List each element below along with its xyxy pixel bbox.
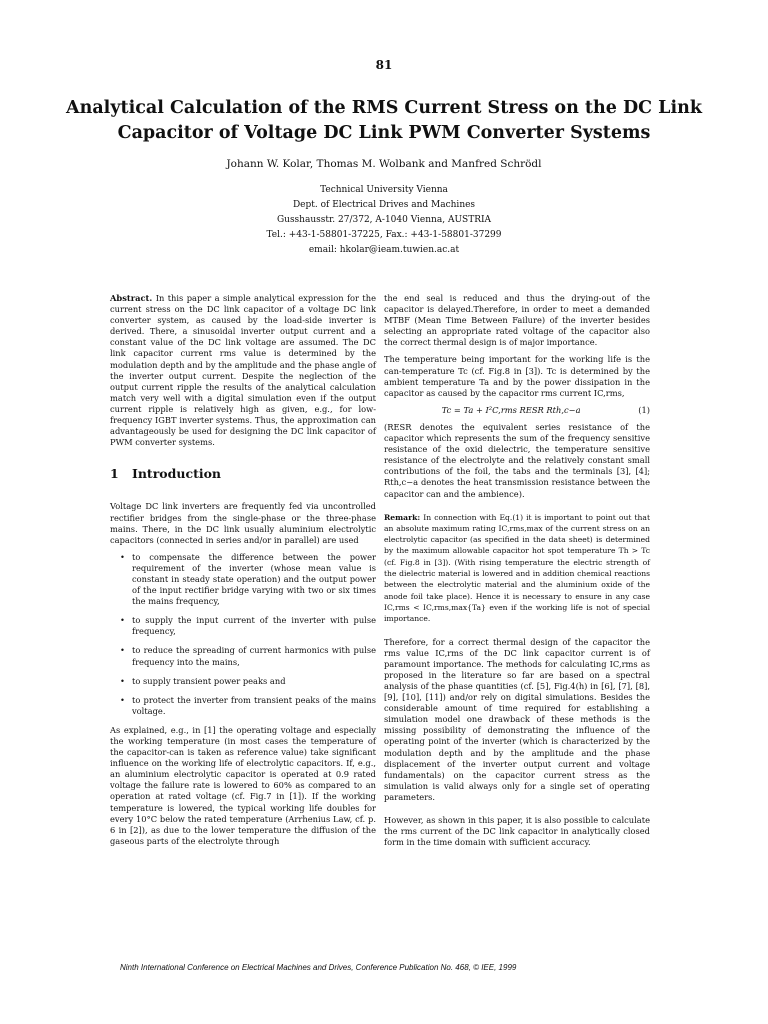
abstract-text: In this paper a simple analytical expression for the current stress on the DC link capacitor of a voltage DC link converter system, as caused by the load-side inverter is derived. There, a sinusoidal inverter output current and a constant value of the DC link voltage are assumed. The DC link capacitor current rms value is determined by the modulation depth and by the amplitude and the phase angle of the inverter output current. Despite the neglection of the output current ripple the results of the analytical calculation match very well with a digital simulation even if the output current ripple is relatively high as given, e.g., for low-frequency IGBT inverter systems. Thus, the approximation can advantageously be used for designing the DC link capacitor of PWM converter systems. (110, 293, 376, 448)
title-line-1: Analytical Calculation of the RMS Current Stress on the DC Link (66, 98, 702, 118)
affiliation-department: Dept. of Electrical Drives and Machines (292, 200, 476, 210)
right-paragraph-5: However, as shown in this paper, it is also possible to calculate the rms current of the DC link capacitor in analytically closed form in the time domain with sufficient accuracy. (384, 814, 650, 848)
conference-footer: Ninth International Conference on Electrical Machines and Drives, Conference Publication No. 468, © IEE, 1999 (120, 963, 517, 972)
remark-paragraph (384, 512, 650, 625)
left-column (110, 293, 376, 847)
equation-1 (384, 405, 650, 416)
equation-number: (1) (638, 404, 650, 415)
remark-label: Remark: (384, 512, 421, 522)
affiliation-address: Gusshausstr. 27/372, A-1040 Vienna, AUSTRIA (276, 215, 492, 225)
list-item: • to compensate the difference between the power requirement of the inverter (whose mean value is constant in steady state operation) and the output power of the input rectifier bridge varying with two or six times the mains frequency, (110, 552, 376, 607)
title-line-2: Capacitor of Voltage DC Link PWM Converter Systems (117, 123, 651, 143)
list-item: • to supply transient power peaks and (110, 676, 376, 687)
authors: Johann W. Kolar, Thomas M. Wolbank and Manfred Schrödl (226, 158, 542, 170)
section-title: Introduction (132, 466, 222, 482)
right-paragraph-1: the end seal is reduced and thus the drying-out of the capacitor is delayed.Therefore, in order to meet a demanded MTBF (Mean Time Between Failure) of the inverter besides selecting an appropriate rated voltage of the capacitor also the correct thermal design is of major importance. (384, 293, 650, 348)
introduction-paragraph-2: As explained, e.g., in [1] the operating voltage and especially the working temperature (in most cases the temperature of the capacitor-can is taken as reference value) take significant influence on the working life of electrolytic capacitors. If, e.g., an aluminium electrolytic capacitor is operated at 0.9 rated voltage the failure rate is lowered to 60% as compared to an operation at rated voltage (cf. Fig.7 in [1]). If the working temperature is lowered, the typical working life doubles for every 10°C below the rated temperature (Arrhenius Law, cf. p. 6 in [2]), as due to the lower temperature the diffusion of the gaseous parts of the electrolyte through (110, 724, 376, 846)
affiliation-block (0, 183, 768, 258)
equation-expression: Tc = Ta + I²C,rms RESR Rth,c−a (441, 404, 581, 415)
right-paragraph-4: Therefore, for a correct thermal design of the capacitor the rms value IC,rms of the DC link capacitor current is of paramount importance. The methods for calculating IC,rms as proposed in the literature so far are based on a spectral analysis of the phase quantities (cf. [5], Fig.4(h) in [6], [7], [8], [9], [10], [11]) and/or rely on digital simulations. Besides the considerable amount of time required for establishing a simulation model one drawback of these methods is the missing possibility of demonstrating the influence of the operating point of the inverter (which is characterized by the modulation depth and by the amplitude and the phase displacement of the inverter output current and voltage fundamentals) on the capacitor current stress as the simulation is valid always only for a single set of operating parameters. (384, 636, 650, 802)
right-paragraph-3: (RESR denotes the equivalent series resistance of the capacitor which represents the sum of the frequency sensitive resistance of the oxid dielectric, the temperature sensitive resistance of the electrolyte and the relatively constant small contributions of the foil, the tabs and the terminals [3], [4]; Rth,c−a denotes the heat transmission resistance between the capacitor can and the ambience). (384, 421, 650, 499)
list-item: • to supply the input current of the inverter with pulse frequency, (110, 615, 376, 637)
section-number: 1 (110, 466, 119, 482)
page-number: 81 (375, 58, 393, 72)
paper-title (60, 96, 708, 146)
right-column (384, 293, 650, 848)
affiliation-email: email: hkolar@ieam.tuwien.ac.at (308, 245, 460, 255)
remark-text: In connection with Eq.(1) it is important to point out that an absolute maximum rating IC,rms,max of the current stress on an electrolytic capacitor (as specified in the data sheet) is determined by the maximum allowable capacitor hot spot temperature Th > Tc (cf. Fig.8 in [3]). (With rising temperature the electric strength of the dielectric material is lowered and in addition chemical reactions between the electrolytic material and the aluminium oxide of the anode foil take place). Hence it is necessary to ensure in any case IC,rms < IC,rms,max{Ta} even if the working life is not of special importance. (384, 512, 650, 624)
right-paragraph-2: The temperature being important for the working life is the can-temperature Tc (cf. Fig.8 in [3]). Tc is determined by the ambient temperature Ta and by the power dissipation in the capacitor as caused by the capacitor rms current IC,rms, (384, 354, 650, 398)
affiliation-university: Technical University Vienna (320, 185, 448, 195)
abstract-label: Abstract. (110, 293, 153, 303)
introduction-paragraph-1: Voltage DC link inverters are frequently fed via uncontrolled rectifier bridges from the single-phase or the three-phase mains. There, in the DC link usually aluminium electrolytic capacitors (connected in series and/or in parallel) are used (110, 501, 376, 545)
list-item: • to reduce the spreading of current harmonics with pulse frequency into the mains, (110, 645, 376, 667)
affiliation-phone-fax: Tel.: +43-1-58801-37225, Fax.: +43-1-58801-37299 (266, 230, 502, 240)
section-heading-introduction (110, 466, 376, 482)
capacitor-purpose-list (110, 552, 376, 717)
abstract (110, 293, 376, 448)
list-item: • to protect the inverter from transient peaks of the mains voltage. (110, 695, 376, 717)
